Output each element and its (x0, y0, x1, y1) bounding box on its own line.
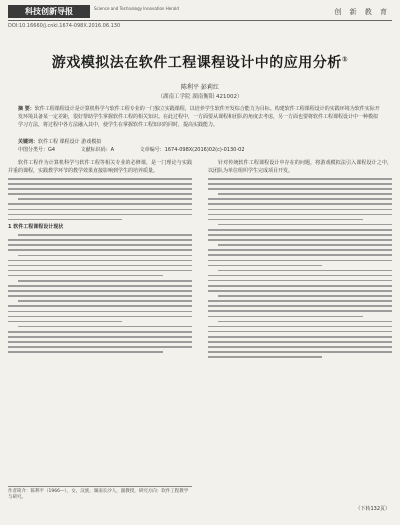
text-line (208, 239, 392, 241)
doc-code: 文献标识码：A (80, 147, 115, 153)
text-line (8, 285, 192, 287)
text-line (8, 249, 192, 251)
article-number: 文章编号：1674-098X(2016)02(c)-0130-02 (139, 147, 245, 153)
text-line (18, 234, 192, 236)
section-heading: 1 软件工程课程设计现状 (8, 223, 64, 230)
text-line (208, 346, 392, 348)
abstract-label: 摘 要： (18, 106, 35, 112)
text-line (8, 193, 192, 195)
text-line (8, 209, 192, 211)
text-line (8, 295, 192, 297)
text-line (208, 178, 392, 180)
text-line (208, 280, 392, 282)
text-line (208, 336, 392, 338)
text-line (8, 203, 192, 205)
classification-line (18, 146, 382, 153)
text-line (18, 326, 192, 328)
text-line (208, 219, 363, 221)
text-line (8, 188, 192, 190)
authors: 陈利平 彭莉红 (181, 84, 219, 91)
text-line (208, 285, 392, 287)
keywords-text: 软件工程 课程设计 游戏模拟 (38, 139, 102, 145)
text-line (208, 214, 392, 216)
text-line (208, 229, 392, 231)
body-column-left (8, 160, 192, 356)
keywords-label: 关键词： (18, 139, 39, 145)
text-line (208, 331, 392, 333)
text-line (8, 346, 192, 348)
text-line (218, 224, 392, 226)
text-line (18, 198, 192, 200)
text-line (18, 300, 192, 302)
text-line (208, 260, 392, 262)
text-line (8, 178, 192, 180)
text-line (208, 209, 392, 211)
text-line (208, 351, 392, 353)
text-line (218, 295, 392, 297)
text-line (8, 265, 192, 267)
text-line (8, 290, 192, 292)
intro-paragraph: 软件工程作为计算机科学与软件工程等相关专业的必修课，是一门理论与实践并重的课程，实践教学环节的教学效果直接影响到学生的培养质量。 (8, 160, 192, 174)
text-line (208, 254, 392, 256)
text-line (208, 300, 392, 302)
text-line (208, 183, 392, 185)
text-line (8, 321, 122, 323)
continued-note: （下转132页） (355, 506, 390, 512)
text-line (208, 275, 392, 277)
text-line (218, 193, 392, 195)
clc-number: 中图分类号：G4 (18, 147, 56, 153)
column-tag: 创 新 教 育 (334, 8, 390, 16)
text-line (8, 316, 192, 318)
text-line (8, 351, 163, 353)
header-rule (8, 20, 392, 21)
text-line (8, 219, 122, 221)
text-line (208, 234, 392, 236)
paper-title (0, 52, 400, 72)
abstract-text: 软件工程课程设计是计算机科学与软件工程专业的一门独立实践课程，以培养学生软件开发综合能力为目标。构建软件工程课程设计的实践环境为软件实际开发环境具备某一定差距，很好帮助学生掌握软件工程的相关知识。在此过程中，一方面要从课程和团队的角度去考虑，另一方面也要将软件工程课程设计中一种模拟学习方法，将过程中各方法融入其中，使学生在掌握软件工程知识的同时，提高实践能力。 (18, 106, 380, 128)
text-line (8, 214, 192, 216)
keywords (18, 138, 382, 145)
text-line (8, 183, 192, 185)
text-line (218, 244, 392, 246)
text-line (8, 305, 192, 307)
body-column-right (208, 160, 392, 361)
text-line (18, 280, 192, 282)
text-line (208, 249, 392, 251)
text-line (208, 316, 363, 318)
title-note: ① (341, 55, 349, 64)
text-line (8, 244, 192, 246)
text-line (208, 326, 392, 328)
text-line (208, 356, 322, 358)
text-line (208, 341, 392, 343)
text-line (8, 331, 192, 333)
journal-subtitle: Science and Technology Innovation Herald (94, 6, 179, 11)
text-line (208, 188, 392, 190)
text-line (208, 265, 322, 267)
text-line (208, 203, 392, 205)
text-line (8, 341, 192, 343)
text-line (8, 239, 192, 241)
right-intro-paragraph: 针对传统软件工程课程设计中存在的问题，将游戏模拟法引入课程设计之中，以团队为单位组织学生完成项目开发。 (208, 160, 392, 174)
text-line (8, 260, 192, 262)
text-line (8, 336, 192, 338)
affiliation: （湖南工学院 湖南衡阳 421002） (157, 94, 243, 100)
text-line (208, 198, 392, 200)
text-line (8, 270, 192, 272)
text-line (8, 311, 192, 313)
abstract (18, 105, 382, 129)
text-line (218, 270, 392, 272)
text-line (208, 290, 392, 292)
text-line (218, 321, 392, 323)
journal-brand: 科技创新导报 (8, 5, 90, 18)
text-line (208, 310, 392, 312)
journal-header (0, 0, 400, 30)
text-line (8, 275, 163, 277)
text-line (18, 255, 192, 257)
title-text: 游戏模拟法在软件工程课程设计中的应用分析 (51, 55, 342, 71)
doi: DOI:10.16660/j.cnki.1674-098X.2016.06.130 (8, 23, 121, 29)
footnote: 作者简介：陈利平（1966—），女，汉族，湖南长沙人，副教授，研究方向：软件工程教学与研究。 (8, 486, 192, 501)
text-line (208, 305, 392, 307)
